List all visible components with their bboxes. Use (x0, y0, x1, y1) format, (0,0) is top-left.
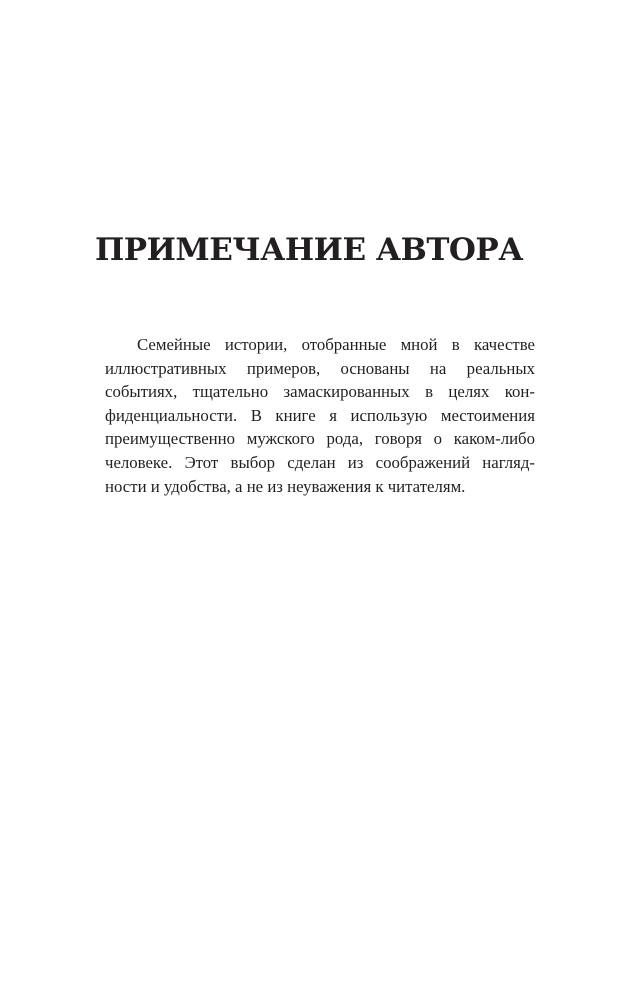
paragraph-line: иллюстративных примеров, основаны на реальных (105, 358, 535, 378)
paragraph-line: Семейные истории, отобранные мной в качестве (137, 335, 535, 354)
paragraph-line: человеке. Этот выбор сделан из соображений нагляд- (105, 452, 535, 472)
page-title: ПРИМЕЧАНИЕ АВТОРА (95, 232, 523, 268)
author-note-paragraph (105, 333, 535, 498)
paragraph-line: ности и удобства, а не из неуважения к читателям. (105, 476, 466, 496)
paragraph-line: фиденциальности. В книге я использую местоимения (105, 405, 535, 425)
paragraph-line: событиях, тщательно замаскированных в целях кон- (105, 382, 535, 402)
paragraph-line: преимущественно мужского рода, говоря о каком-либо (105, 429, 535, 449)
